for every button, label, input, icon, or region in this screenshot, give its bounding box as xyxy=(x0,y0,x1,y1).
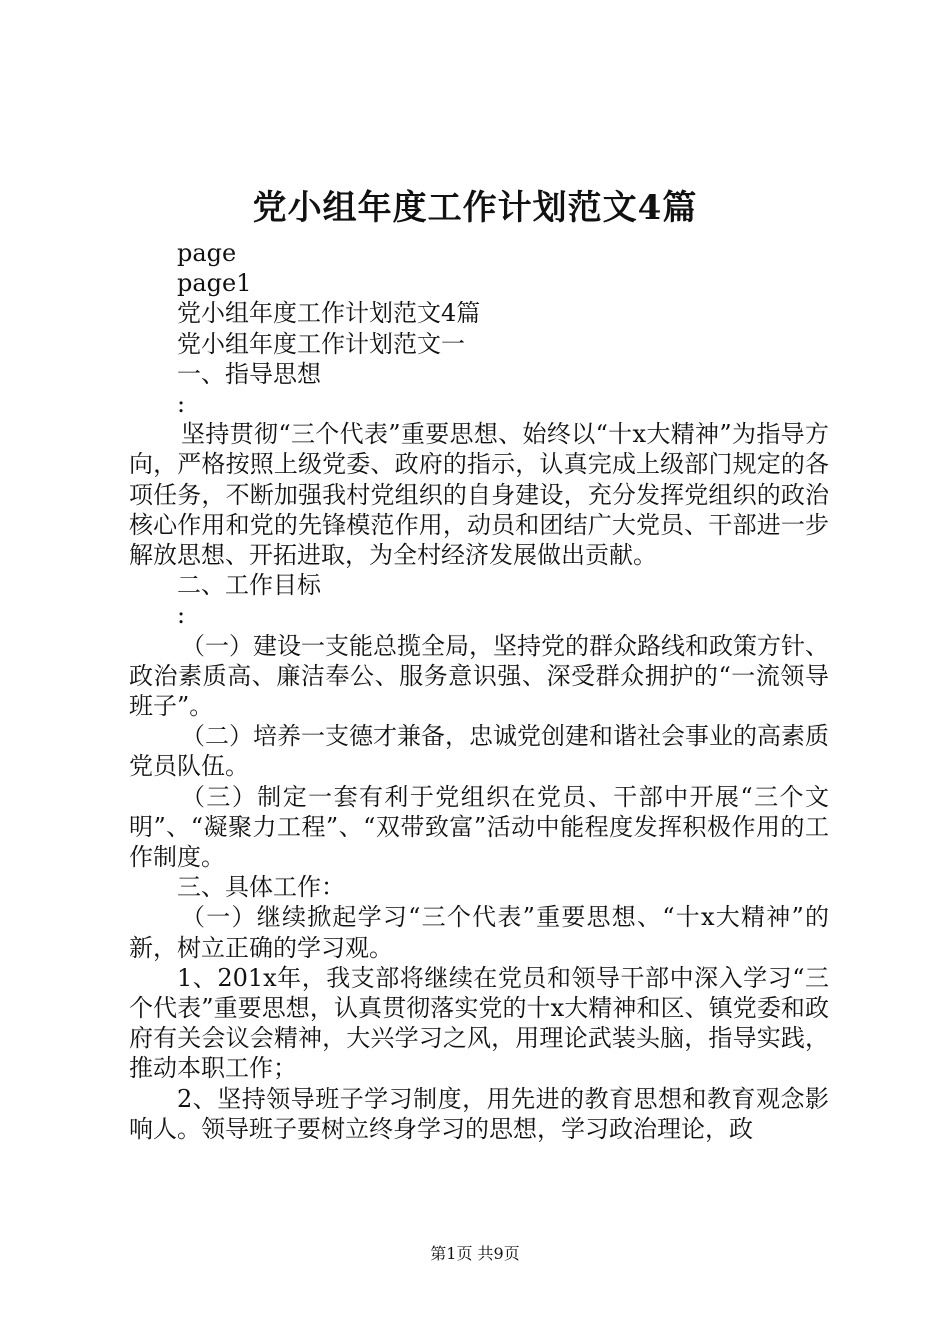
paragraph: : xyxy=(177,390,186,419)
paragraph: （一）建设一支能总揽全局，坚持党的群众路线和政策方针、政治素质高、廉洁奉公、服务意识强、深受群众拥护的“一流领导班子”。 xyxy=(129,631,829,721)
document-body xyxy=(129,238,829,1144)
paragraph: 三、具体工作： xyxy=(177,873,345,902)
paragraph: 2、坚持领导班子学习制度，用先进的教育思想和教育观念影响人。领导班子要树立终身学习的思想，学习政治理论，政 xyxy=(129,1084,829,1143)
paragraph: page xyxy=(177,239,237,267)
paragraph: 党小组年度工作计划范文一 xyxy=(177,329,465,358)
paragraph: （一）继续掀起学习“三个代表”重要思想、“十x大精神”的新，树立正确的学习观。 xyxy=(129,903,829,962)
paragraph: 二、工作目标 xyxy=(177,571,321,600)
paragraph: 党小组年度工作计划范文4篇 xyxy=(177,299,481,328)
paragraph: 坚持贯彻“三个代表”重要思想、始终以“十x大精神”为指导方向，严格按照上级党委、政府的指示，认真完成上级部门规定的各项任务，不断加强我村党组织的自身建设，充分发挥党组织的政治核心作用和党的先锋模范作用，动员和团结广大党员、干部进一步解放思想、开拓进取，为全村经济发展做出贡献。 xyxy=(129,420,829,570)
paragraph: （二）培养一支德才兼备，忠诚党创建和谐社会事业的高素质党员队伍。 xyxy=(129,722,829,781)
paragraph: : xyxy=(177,601,186,630)
paragraph: （三）制定一套有利于党组织在党员、干部中开展“三个文明”、“凝聚力工程”、“双带致富”活动中能程度发挥积极作用的工作制度。 xyxy=(129,782,829,872)
paragraph: 1、201x年，我支部将继续在党员和领导干部中深入学习“三个代表”重要思想，认真贯彻落实党的十x大精神和区、镇党委和政府有关会议会精神，大兴学习之风，用理论武装头脑，指导实践，推动本职工作； xyxy=(129,963,829,1083)
page-footer: 第1页 共9页 xyxy=(430,1244,520,1263)
paragraph: 一、指导思想 xyxy=(177,359,321,388)
paragraph: page1 xyxy=(177,269,252,298)
document-title: 党小组年度工作计划范文4篇 xyxy=(252,188,698,228)
